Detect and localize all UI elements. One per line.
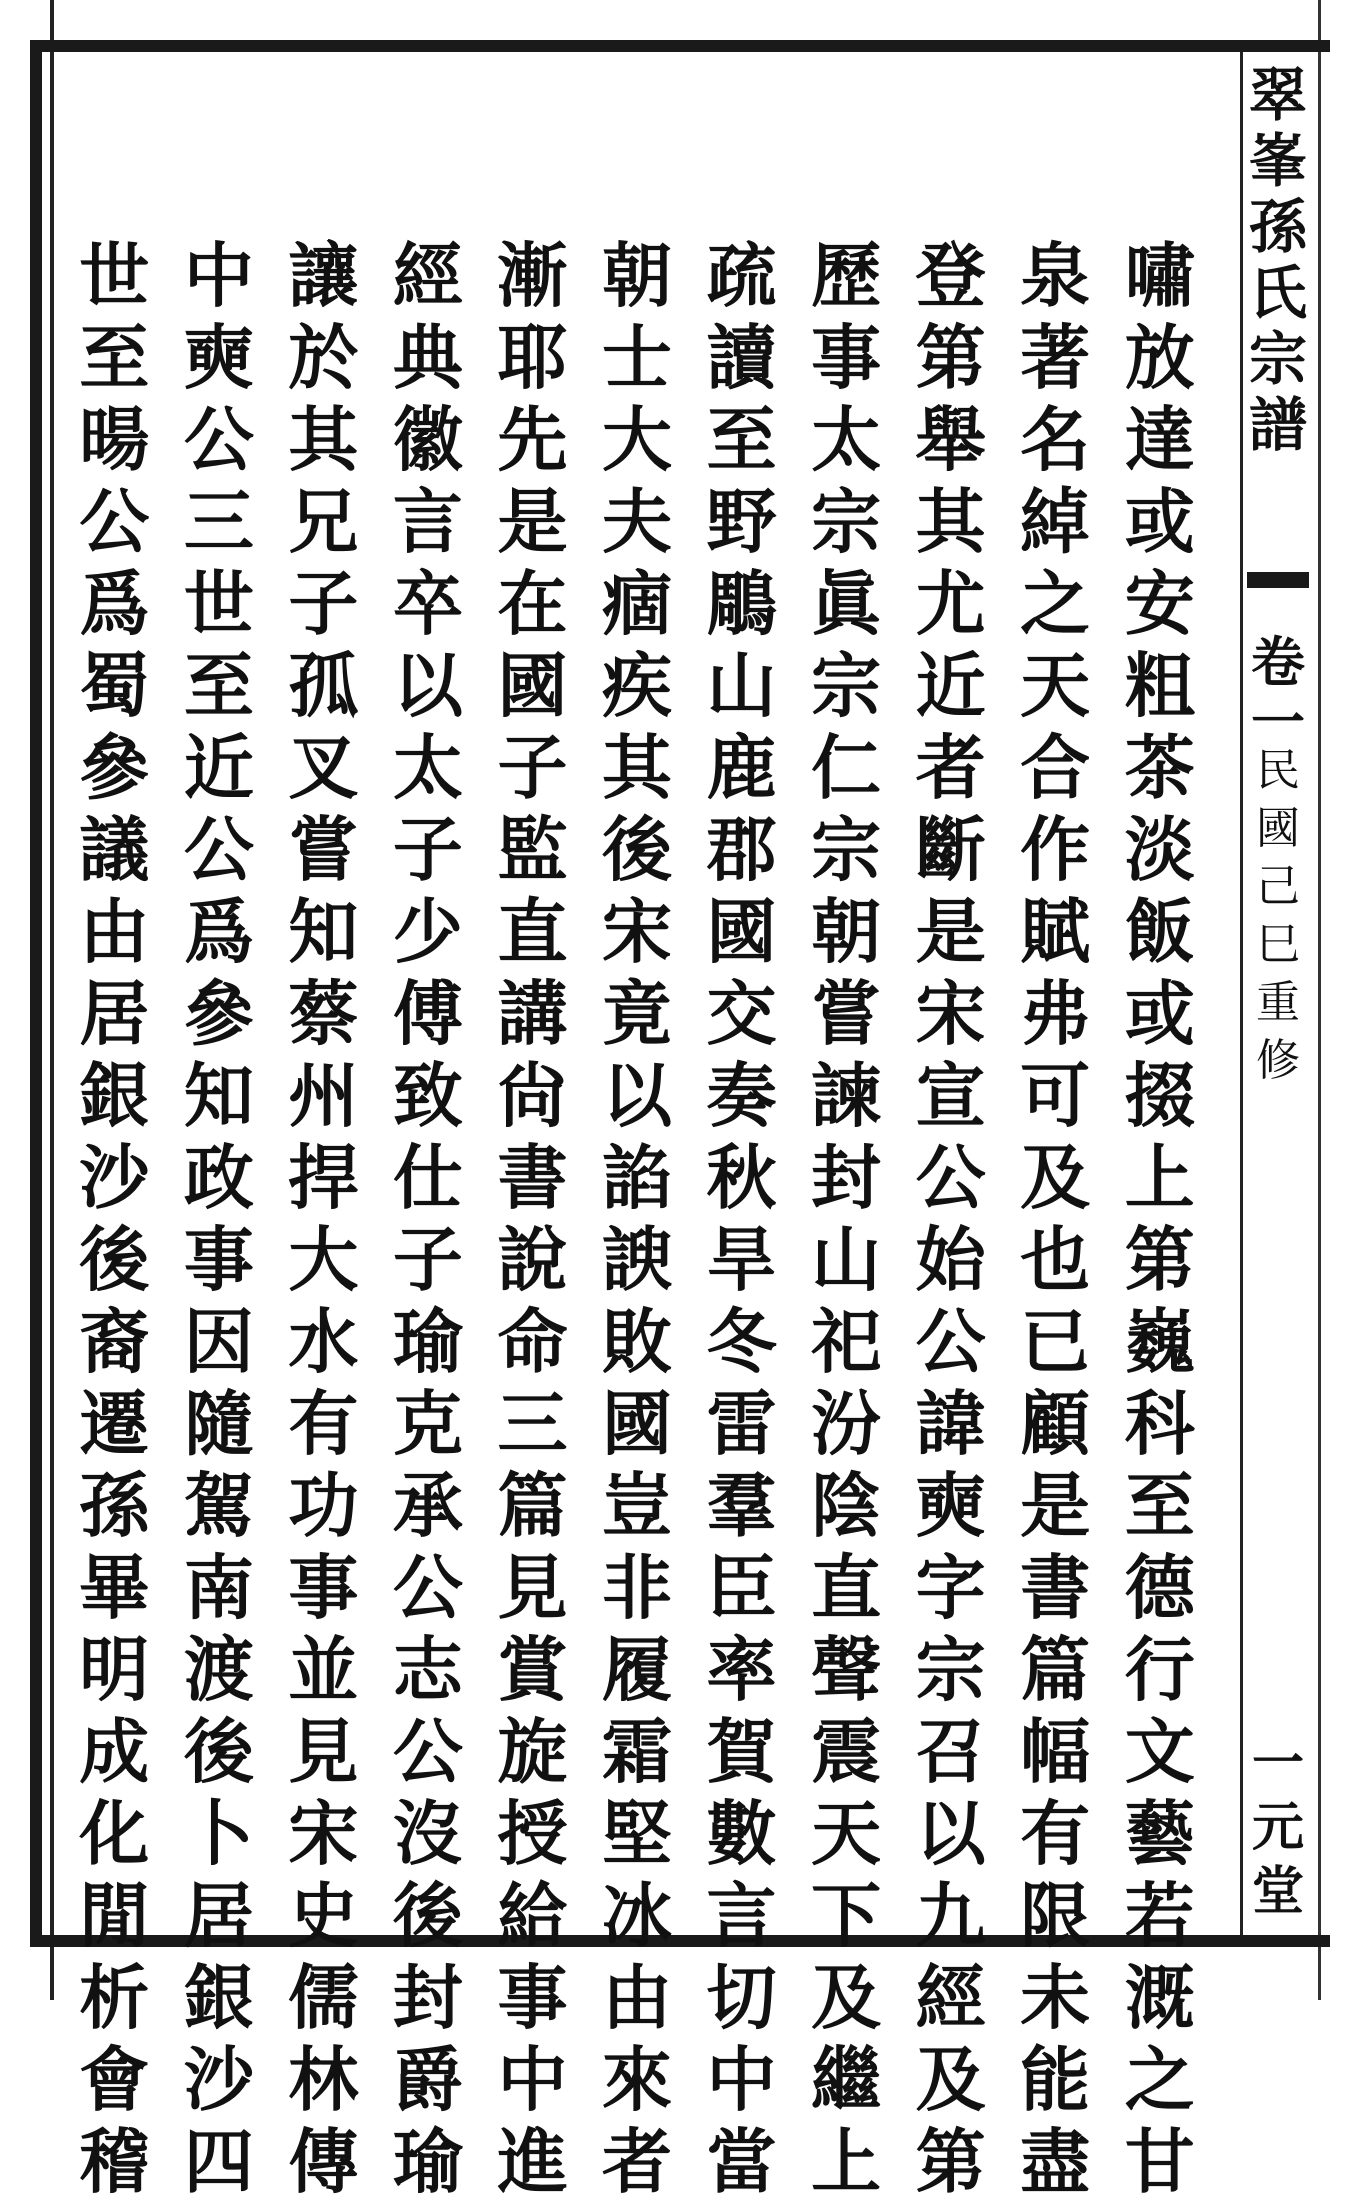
genealogy-title: 翠 峯 孫 氏 宗 譜 bbox=[1248, 61, 1307, 459]
frame-top-border bbox=[30, 40, 1330, 52]
text-column: 讓 於 其 兄 子 孤 叉 嘗 知 蔡 州 捍 大 水 有 功 事 並 見 宋 史 儒 林 傳 bbox=[288, 234, 359, 2203]
text-column: 歷 事 太 宗 眞 宗 仁 宗 朝 嘗 諫 封 山 祀 汾 陰 直 聲 震 天 下 及 繼 上 bbox=[811, 234, 882, 2203]
text-column: 登 第 舉 其 尤 近 者 斷 是 宋 宣 公 始 公 諱 奭 字 宗 召 以 九 經 及 第 bbox=[915, 234, 986, 2203]
volume-label: 卷 一 bbox=[1251, 630, 1305, 754]
fishtail-mark bbox=[1247, 572, 1309, 612]
text-column: 世 至 暘 公 爲 蜀 參 議 由 居 銀 沙 後 裔 遷 孫 畢 明 成 化 閒 析 會 稽 bbox=[79, 234, 150, 2203]
text-column: 經 典 徽 言 卒 以 太 子 少 傅 致 仕 子 瑜 克 承 公 志 公 沒 後 封 爵 瑜 bbox=[392, 234, 463, 2203]
text-column: 疏 讀 至 野 鵰 山 鹿 郡 國 交 奏 秋 旱 冬 雷 羣 臣 率 賀 數 言 切 中 當 bbox=[706, 234, 777, 2203]
hall-name: 一 元 堂 bbox=[1251, 1733, 1304, 1922]
page-spine bbox=[1240, 52, 1313, 1935]
right-margin-line bbox=[1318, 0, 1321, 2000]
text-column: 泉 著 名 綽 之 天 合 作 賦 弗 可 及 也 已 顧 是 書 篇 幅 有 限 未 能 盡 bbox=[1020, 234, 1091, 2203]
text-column: 朝 士 大 夫 痼 疾 其 後 宋 竟 以 諂 諛 敗 國 豈 非 履 霜 堅 冰 由 來 者 bbox=[602, 234, 672, 2203]
text-column: 漸 耶 先 是 在 國 子 監 直 講 尙 書 說 命 三 篇 見 賞 旋 授 給 事 中 進 bbox=[497, 234, 568, 2203]
edition-note: 民 國 己 巳 重 修 bbox=[1256, 745, 1300, 1086]
left-margin-line bbox=[50, 0, 54, 2000]
text-column: 嘯 放 達 或 安 粗 茶 淡 飯 或 掇 上 第 巍 科 至 德 行 文 藝 若 溉 之 甘 bbox=[1124, 234, 1195, 2203]
text-column: 中 奭 公 三 世 至 近 公 爲 參 知 政 事 因 隨 駕 南 渡 後 卜 居 銀 沙 四 bbox=[183, 234, 254, 2203]
frame-left-border bbox=[30, 40, 42, 1947]
text-body bbox=[62, 234, 1237, 2203]
